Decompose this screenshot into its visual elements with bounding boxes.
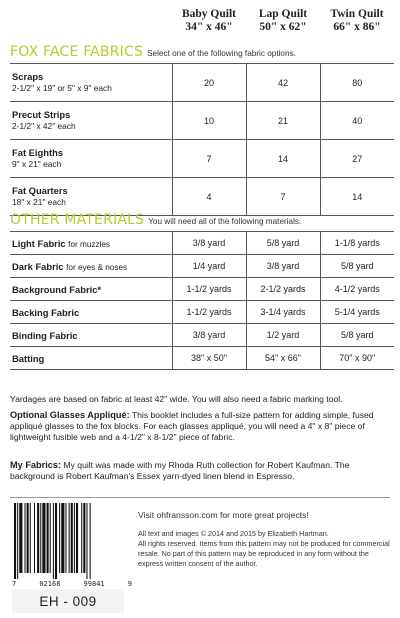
material-amount-cell: 70" x 90" xyxy=(320,347,394,370)
material-amount-cell: 5-1/4 yards xyxy=(320,301,394,324)
material-name-cell xyxy=(10,255,172,278)
column-name: Baby Quilt xyxy=(181,8,236,20)
footer-divider xyxy=(10,497,390,498)
material-amount-cell: 1/2 yard xyxy=(246,324,320,347)
fabric-quantity-cell: 14 xyxy=(246,140,320,178)
material-row xyxy=(10,278,394,301)
barcode-digit-group: 9 xyxy=(127,580,132,588)
fabric-option-cell xyxy=(10,140,172,178)
materials-table-body xyxy=(10,232,394,370)
barcode-digit-group: 99841 xyxy=(83,580,105,588)
fabrics-table xyxy=(10,63,394,216)
material-amount-cell: 3-1/4 yards xyxy=(246,301,320,324)
fabric-option-size: 2-1/2" x 42" each xyxy=(12,121,76,131)
fabric-quantity-cell: 20 xyxy=(172,64,246,102)
material-name: Backing Fabric xyxy=(12,306,80,318)
material-row xyxy=(10,324,394,347)
fabric-option-size: 2-1/2" x 19" or 5" x 9" each xyxy=(12,83,112,93)
fabric-option-name: Fat Quarters xyxy=(12,185,68,196)
fabric-row xyxy=(10,64,394,102)
material-row xyxy=(10,347,394,370)
fabric-row xyxy=(10,140,394,178)
material-amount-cell: 5/8 yard xyxy=(246,232,320,255)
materials-note: You will need all of the following materials. xyxy=(148,217,302,226)
material-row xyxy=(10,255,394,278)
column-size: 66" x 86" xyxy=(333,21,381,33)
material-amount-cell: 4-1/2 yards xyxy=(320,278,394,301)
material-amount-cell: 38" x 50" xyxy=(172,347,246,370)
fabric-quantity-cell: 7 xyxy=(246,178,320,216)
fabric-option-cell xyxy=(10,102,172,140)
column-name: Lap Quilt xyxy=(258,8,308,20)
material-name-cell xyxy=(10,347,172,370)
fabrics-note: Select one of the following fabric options. xyxy=(147,49,296,58)
copyright-line: All text and images © 2014 and 2015 by Elizabeth Hartman. xyxy=(138,529,329,538)
fabrics-table-body xyxy=(10,64,394,216)
column-name: Twin Quilt xyxy=(330,8,384,20)
fabrics-title: FOX FACE FABRICS xyxy=(10,44,144,60)
glasses-label: Optional Glasses Appliqué: xyxy=(10,410,130,420)
my-fabrics-text: My quilt was made with my Rhoda Ruth collection for Robert Kaufman. The background is Robert Kaufman's Essex yarn-dyed linen blend in Espresso. xyxy=(10,460,350,482)
material-note: for eyes & noses xyxy=(66,262,128,272)
rights-text: All rights reserved. Items from this pattern may not be produced for commercial resale. No part of this pattern may be reproduced in any form without the express written consent of the author. xyxy=(138,539,390,568)
material-amount-cell: 5/8 yard xyxy=(320,324,394,347)
fabric-quantity-cell: 27 xyxy=(320,140,394,178)
material-name: Binding Fabric xyxy=(12,329,78,341)
material-row xyxy=(10,301,394,324)
my-fabrics-note xyxy=(10,460,394,482)
column-size: 34" x 46" xyxy=(185,21,233,33)
fabric-option-name: Fat Eighths xyxy=(12,147,64,158)
barcode xyxy=(12,503,124,579)
fabric-quantity-cell: 14 xyxy=(320,178,394,216)
material-name: Batting xyxy=(12,352,45,364)
fabric-quantity-cell: 7 xyxy=(172,140,246,178)
fabric-option-cell xyxy=(10,178,172,216)
fabric-quantity-cell: 21 xyxy=(246,102,320,140)
yardage-note: Yardages are based on fabric at least 42" wide. You will also need a fabric marking tool. xyxy=(10,394,343,404)
barcode-digit-group: 7 xyxy=(12,580,17,588)
fabric-option-size: 18" x 21" each xyxy=(12,197,66,207)
material-amount-cell: 3/8 yard xyxy=(246,255,320,278)
material-amount-cell: 3/8 yard xyxy=(172,232,246,255)
materials-title: OTHER MATERIALS xyxy=(10,212,145,228)
materials-table xyxy=(10,231,394,370)
material-name: Light Fabric xyxy=(12,237,66,249)
barcode-digit-group: 02168 xyxy=(39,580,61,588)
fabric-row xyxy=(10,178,394,216)
fabric-option-size: 9" x 21" each xyxy=(12,159,62,169)
fabric-quantity-cell: 80 xyxy=(320,64,394,102)
material-name-cell xyxy=(10,232,172,255)
material-name-cell xyxy=(10,278,172,301)
credits xyxy=(138,510,396,569)
barcode-digits xyxy=(12,580,132,588)
glasses-text: This booklet includes a full-size pattern for adding simple, fused appliqué glasses to the fox blocks. For each glasses appliqué, you will need a 4" x 8" piece of lightweight fusible web and a 4-1/2" x 8-1/2" piece of fabric. xyxy=(10,410,374,443)
fabric-option-cell xyxy=(10,64,172,102)
glasses-note xyxy=(10,410,394,444)
material-amount-cell: 1-1/8 yards xyxy=(320,232,394,255)
material-amount-cell: 1/4 yard xyxy=(172,255,246,278)
fabric-quantity-cell: 10 xyxy=(172,102,246,140)
material-amount-cell: 1-1/2 yards xyxy=(172,278,246,301)
column-size: 50" x 62" xyxy=(259,21,307,33)
product-code-box xyxy=(12,589,124,613)
material-note: for muzzles xyxy=(68,239,111,249)
fabric-option-name: Precut Strips xyxy=(12,109,71,120)
visit-website-text: Visit ohfransson.com for more great projects! xyxy=(138,510,309,520)
fabric-quantity-cell: 40 xyxy=(320,102,394,140)
fabric-quantity-cell: 42 xyxy=(246,64,320,102)
materials-section-heading xyxy=(10,212,301,228)
material-amount-cell: 2-1/2 yards xyxy=(246,278,320,301)
material-name-cell xyxy=(10,301,172,324)
material-amount-cell: 1-1/2 yards xyxy=(172,301,246,324)
my-fabrics-label: My Fabrics: xyxy=(10,460,62,470)
quilt-size-headers xyxy=(172,8,394,44)
column-header-baby xyxy=(172,8,246,44)
product-code: EH - 009 xyxy=(39,593,97,609)
material-amount-cell: 3/8 yard xyxy=(172,324,246,347)
column-header-twin xyxy=(320,8,394,44)
fabric-option-name: Scraps xyxy=(12,71,44,82)
fabric-quantity-cell: 4 xyxy=(172,178,246,216)
material-amount-cell: 54" x 66" xyxy=(246,347,320,370)
column-header-lap xyxy=(246,8,320,44)
material-row xyxy=(10,232,394,255)
material-name-cell xyxy=(10,324,172,347)
fabric-row xyxy=(10,102,394,140)
fabrics-section-heading xyxy=(10,44,296,60)
material-name: Background Fabric* xyxy=(12,283,102,295)
material-name: Dark Fabric xyxy=(12,260,64,272)
material-amount-cell: 5/8 yard xyxy=(320,255,394,278)
